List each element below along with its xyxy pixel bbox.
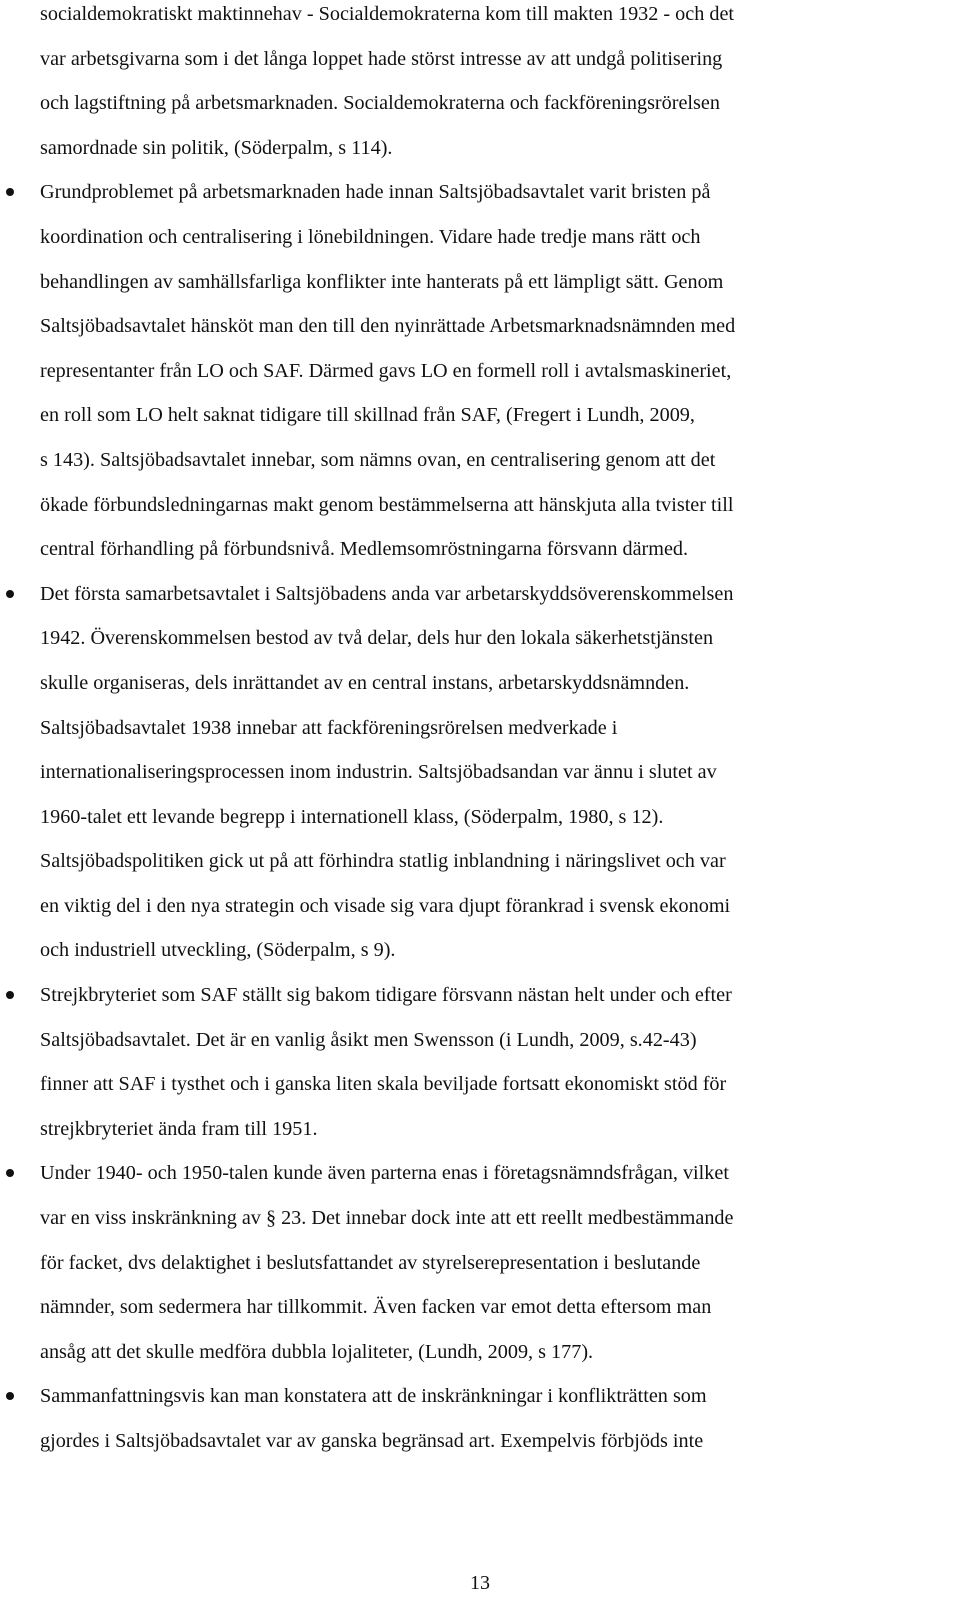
line-text: central förhandling på förbundsnivå. Medlemsomröstningarna försvann därmed. (40, 538, 689, 561)
line-text: nämnder, som sedermera har tillkommit. Även facken var emot detta eftersom man (40, 1296, 712, 1319)
text-line (40, 1241, 940, 1286)
line-text: 1942. Överenskommelsen bestod av två delar, dels hur den lokala säkerhetstjänsten (40, 627, 714, 650)
bullet-line (40, 572, 940, 617)
text-line (40, 750, 940, 795)
text-line (40, 1062, 940, 1107)
line-text: representanter från LO och SAF. Därmed gavs LO en formell roll i avtalsmaskineriet, (40, 359, 732, 382)
line-text: ansåg att det skulle medföra dubbla lojaliteter, (Lundh, 2009, s 177). (40, 1340, 594, 1363)
text-line (40, 795, 940, 840)
line-text: samordnade sin politik, (Söderpalm, s 114). (40, 136, 393, 159)
line-text: Strejkbryteriet som SAF ställt sig bakom tidigare försvann nästan helt under och efter (40, 984, 732, 1007)
text-line (40, 126, 940, 171)
text-line (40, 1285, 940, 1330)
text-line (40, 1196, 940, 1241)
bullet-line (40, 1374, 940, 1419)
bullet-icon (6, 1374, 16, 1419)
bullet-icon (6, 1151, 16, 1196)
line-text: Grundproblemet på arbetsmarknaden hade innan Saltsjöbadsavtalet varit bristen på (40, 181, 711, 204)
text-line (40, 1107, 940, 1152)
text-line (40, 1419, 940, 1464)
line-text: en roll som LO helt saknat tidigare till skillnad från SAF, (Fregert i Lundh, 2009, (40, 404, 695, 427)
text-line (40, 839, 940, 884)
line-text: skulle organiseras, dels inrättandet av en central instans, arbetarskyddsnämnden. (40, 671, 690, 694)
text-line (40, 928, 940, 973)
text-line (40, 215, 940, 260)
bullet-line (40, 1151, 940, 1196)
text-line (40, 661, 940, 706)
bullet-icon (6, 973, 16, 1018)
line-text: s 143). Saltsjöbadsavtalet innebar, som nämns ovan, en centralisering genom att det (40, 448, 716, 471)
bullet-line (40, 973, 940, 1018)
text-line (40, 884, 940, 929)
text-line (40, 304, 940, 349)
line-text: Saltsjöbadsavtalet. Det är en vanlig åsikt men Swensson (i Lundh, 2009, s.42-43) (40, 1028, 697, 1051)
text-line (40, 0, 940, 37)
line-text: och lagstiftning på arbetsmarknaden. Socialdemokraterna och fackföreningsrörelsen (40, 92, 720, 115)
line-text: en viktig del i den nya strategin och visade sig vara djupt förankrad i svensk ekonomi (40, 894, 731, 917)
line-text: gjordes i Saltsjöbadsavtalet var av ganska begränsad art. Exempelvis förbjöds inte (40, 1430, 704, 1452)
line-text: internationaliseringsprocessen inom industrin. Saltsjöbadsandan var ännu i slutet av (40, 761, 717, 784)
line-text: Saltsjöbadspolitiken gick ut på att förhindra statlig inblandning i näringslivet och var (40, 850, 726, 873)
bullet-icon (6, 170, 16, 215)
text-line (40, 438, 940, 483)
line-text: var en viss inskränkning av § 23. Det innebar dock inte att ett reellt medbestämmande (40, 1207, 734, 1230)
text-line (40, 706, 940, 751)
text-line (40, 393, 940, 438)
page-number: 13 (470, 1572, 490, 1594)
line-text: Saltsjöbadsavtalet hänsköt man den till den nyinrättade Arbetsmarknadsnämnden med (40, 315, 736, 338)
text-line (40, 483, 940, 528)
line-text: finner att SAF i tysthet och i ganska liten skala beviljade fortsatt ekonomiskt stöd för (40, 1073, 727, 1096)
line-text: Det första samarbetsavtalet i Saltsjöbadens anda var arbetarskyddsöverenskommelsen (40, 582, 734, 605)
line-text: koordination och centralisering i lönebildningen. Vidare hade tredje mans rätt och (40, 225, 701, 248)
text-line (40, 616, 940, 661)
text-line (40, 37, 940, 82)
line-text: var arbetsgivarna som i det långa loppet hade störst intresse av att undgå politisering (40, 47, 723, 70)
text-line (40, 260, 940, 305)
bullet-icon (6, 572, 16, 617)
text-line (40, 349, 940, 394)
text-line (40, 1330, 940, 1375)
body-text (40, 0, 940, 1464)
line-text: och industriell utveckling, (Söderpalm, s 9). (40, 939, 396, 962)
line-text: behandlingen av samhällsfarliga konflikter inte hanterats på ett lämpligt sätt. Genom (40, 270, 724, 293)
text-line (40, 1018, 940, 1063)
bullet-line (40, 170, 940, 215)
line-text: för facket, dvs delaktighet i beslutsfattandet av styrelserepresentation i beslutande (40, 1251, 701, 1274)
line-text: ökade förbundsledningarnas makt genom bestämmelserna att hänskjuta alla tvister till (40, 493, 734, 516)
line-text: Under 1940- och 1950-talen kunde även parterna enas i företagsnämndsfrågan, vilket (40, 1162, 729, 1185)
text-line (40, 81, 940, 126)
line-text: strejkbryteriet ända fram till 1951. (40, 1117, 318, 1140)
line-text: Sammanfattningsvis kan man konstatera att de inskränkningar i konflikträtten som (40, 1385, 707, 1408)
line-text: 1960-talet ett levande begrepp i internationell klass, (Söderpalm, 1980, s 12). (40, 805, 664, 828)
text-line (40, 527, 940, 572)
line-text: socialdemokratiskt maktinnehav - Socialdemokraterna kom till makten 1932 - och det (40, 3, 735, 25)
line-text: Saltsjöbadsavtalet 1938 innebar att fackföreningsrörelsen medverkade i (40, 716, 618, 739)
